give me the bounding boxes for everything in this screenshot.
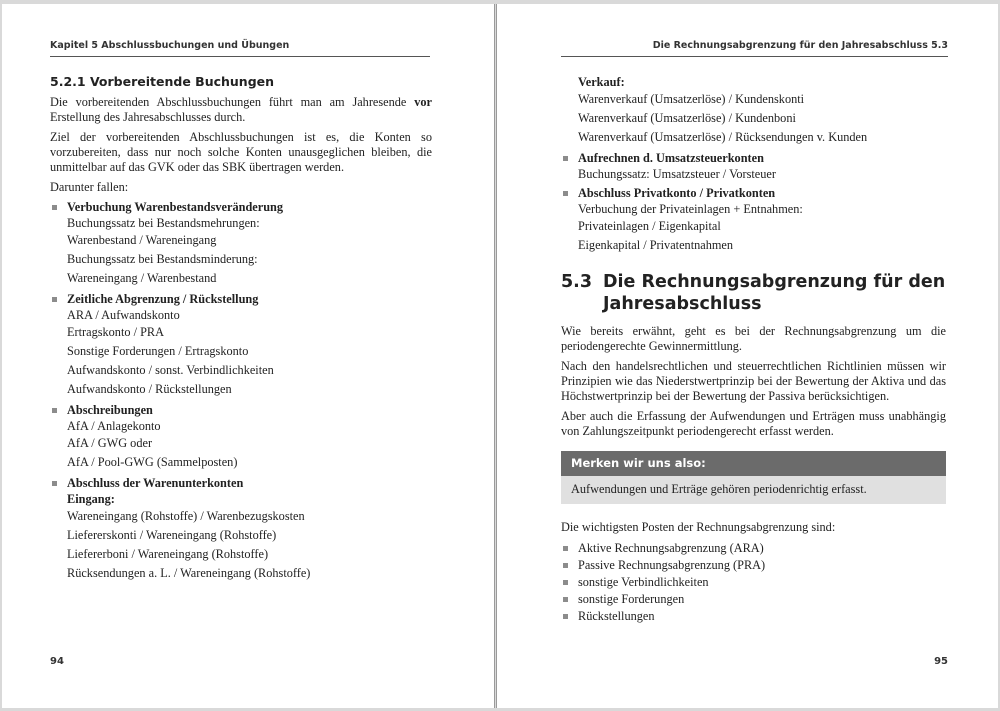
item-line: Liefererboni / Wareneingang (Rohstoffe) xyxy=(67,547,269,561)
item-subheading: Verkauf: xyxy=(578,75,625,89)
square-bullet-icon xyxy=(563,580,568,585)
square-bullet-icon xyxy=(52,408,57,413)
square-bullet-icon xyxy=(52,297,57,302)
item-line: Buchungssatz: Umsatzsteuer / Vorsteuer xyxy=(578,167,776,181)
paragraph: Aber auch die Erfassung der Aufwendungen und Erträgen muss unabhängig von Zahlungszeitpunkt periodengerecht erfasst werden. xyxy=(561,409,946,438)
list-item-text: sonstige Forderungen xyxy=(578,592,685,606)
header-rule xyxy=(50,56,430,57)
square-bullet-icon xyxy=(563,191,568,196)
item-line: Buchungssatz bei Bestandsmehrungen: xyxy=(67,216,260,230)
item-line: Warenverkauf (Umsatzerlöse) / Kundenboni xyxy=(578,111,796,125)
paragraph: Nach den handelsrechtlichen und steuerrechtlichen Richtlinien müssen wir Prinzipien wie das Niederstwertprinzip bei der Bewertung der Aktiva und das Höchstwertprinzip bei der Bewertung der Passiva berücksichtigen. xyxy=(561,359,946,403)
square-bullet-icon xyxy=(563,546,568,551)
item-line: Warenverkauf (Umsatzerlöse) / Kundenskonti xyxy=(578,92,805,106)
item-line: Verbuchung der Privateinlagen + Entnahmen: xyxy=(578,202,803,216)
list-item-text: sonstige Verbindlichkeiten xyxy=(578,575,709,589)
emphasis: vor xyxy=(414,95,432,109)
item-line: Privateinlagen / Eigenkapital xyxy=(578,219,721,233)
list-item-text: Passive Rechnungsabgrenzung (PRA) xyxy=(578,558,766,572)
paragraph xyxy=(50,95,432,125)
square-bullet-icon xyxy=(563,597,568,602)
running-head: Die Rechnungsabgrenzung für den Jahresabschluss 5.3 xyxy=(652,40,948,51)
item-line: Aufwandskonto / Rückstellungen xyxy=(67,382,232,396)
right-page xyxy=(496,4,998,708)
square-bullet-icon xyxy=(563,563,568,568)
running-head: Kapitel 5 Abschlussbuchungen und Übungen xyxy=(50,40,290,51)
note-box-title: Merken wir uns also: xyxy=(561,451,946,476)
item-heading: Abschreibungen xyxy=(67,403,153,417)
list-item-text: Aktive Rechnungsabgrenzung (ARA) xyxy=(578,541,764,555)
list-item xyxy=(561,557,946,574)
text-run: Die vorbereitenden Abschlussbuchungen führt man am Jahresende xyxy=(50,95,415,109)
paragraph: Ziel der vorbereitenden Abschlussbuchungen ist es, die Konten so vorzubereiten, dass nur noch solche Konten unausgeglichen bleiben, die unmittelbar auf das GVK oder das SBK übertragen werden. xyxy=(50,130,432,174)
paragraph: Die wichtigsten Posten der Rechnungsabgrenzung sind: xyxy=(561,520,836,534)
item-line: Buchungssatz bei Bestandsminderung: xyxy=(67,252,258,266)
item-heading: Aufrechnen d. Umsatzsteuerkonten xyxy=(578,151,764,165)
square-bullet-icon xyxy=(52,481,57,486)
section-title: 5.2.1 Vorbereitende Buchungen xyxy=(50,74,275,89)
item-subheading: Eingang: xyxy=(67,492,115,506)
list-item xyxy=(50,200,432,288)
item-line: Wareneingang / Warenbestand xyxy=(67,271,217,285)
bullet-list xyxy=(561,540,946,625)
note-box xyxy=(561,451,946,504)
list-item xyxy=(561,540,946,557)
item-line: Warenverkauf (Umsatzerlöse) / Rücksendungen v. Kunden xyxy=(578,130,868,144)
section-heading xyxy=(561,271,946,315)
list-item xyxy=(561,574,946,591)
item-line: Wareneingang (Rohstoffe) / Warenbezugskosten xyxy=(67,509,305,523)
list-item xyxy=(561,151,946,182)
page-number: 95 xyxy=(934,656,948,667)
square-bullet-icon xyxy=(52,205,57,210)
item-line: Aufwandskonto / sonst. Verbindlichkeiten xyxy=(67,363,274,377)
list-item-text: Rückstellungen xyxy=(578,609,655,623)
item-line: ARA / Aufwandskonto xyxy=(67,308,180,322)
item-line: AfA / Pool-GWG (Sammelposten) xyxy=(67,455,238,469)
list-item xyxy=(561,591,946,608)
item-heading: Zeitliche Abgrenzung / Rückstellung xyxy=(67,292,259,306)
list-item xyxy=(561,608,946,625)
list-item xyxy=(50,292,432,399)
item-line: Sonstige Forderungen / Ertragskonto xyxy=(67,344,249,358)
list-item xyxy=(50,476,432,583)
item-line: AfA / Anlagekonto xyxy=(67,419,161,433)
item-heading: Abschluss Privatkonto / Privatkonten xyxy=(578,186,776,200)
page-content xyxy=(50,70,432,587)
square-bullet-icon xyxy=(563,614,568,619)
item-line: Rücksendungen a. L. / Wareneingang (Rohstoffe) xyxy=(67,566,311,580)
text-run: Erstellung des Jahresabschlusses durch. xyxy=(50,110,246,124)
square-bullet-icon xyxy=(563,156,568,161)
header-rule xyxy=(561,56,948,57)
page-number: 94 xyxy=(50,656,64,667)
section-number: 5.3 xyxy=(561,272,593,292)
list-item xyxy=(561,186,946,255)
note-box-text: Aufwendungen und Erträge gehören periodenrichtig erfasst. xyxy=(561,476,946,504)
item-heading: Verbuchung Warenbestandsveränderung xyxy=(67,200,284,214)
item-line: Warenbestand / Wareneingang xyxy=(67,233,217,247)
section-title: Die Rechnungsabgrenzung für den Jahresabschluss xyxy=(603,272,946,314)
item-heading: Abschluss der Warenunterkonten xyxy=(67,476,244,490)
page-content xyxy=(561,70,946,625)
list-item xyxy=(50,403,432,472)
item-line: AfA / GWG oder xyxy=(67,436,153,450)
item-line: Liefererskonti / Wareneingang (Rohstoffe) xyxy=(67,528,277,542)
item-line: Eigenkapital / Privatentnahmen xyxy=(578,238,734,252)
list-item-continued xyxy=(561,74,946,147)
paragraph: Darunter fallen: xyxy=(50,180,129,194)
left-page xyxy=(2,4,495,708)
item-line: Ertragskonto / PRA xyxy=(67,325,165,339)
paragraph: Wie bereits erwähnt, geht es bei der Rechnungsabgrenzung um die periodengerechte Gewinnermittlung. xyxy=(561,324,946,353)
